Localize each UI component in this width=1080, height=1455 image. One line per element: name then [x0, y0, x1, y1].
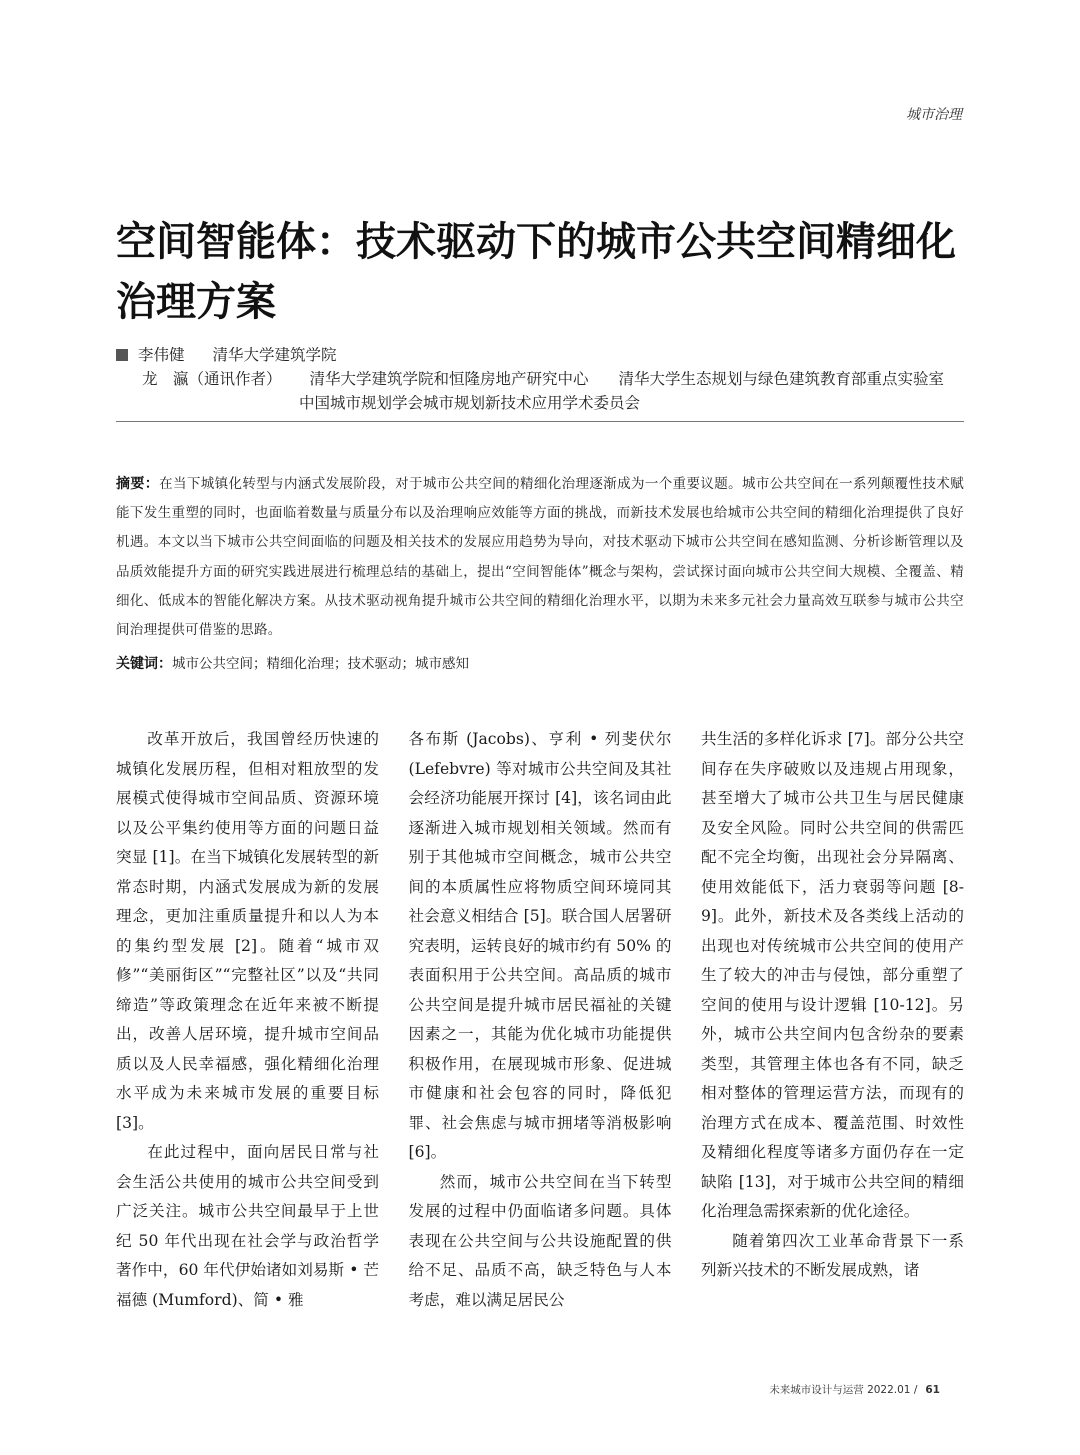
article-title: 空间智能体：技术驱动下的城市公共空间精细化治理方案	[116, 219, 956, 325]
abstract	[116, 470, 964, 645]
body-column-2	[409, 725, 672, 1315]
paragraph: 然而，城市公共空间在当下转型发展的过程中仍面临诸多问题。具体表现在公共空间与公共设施配置的供给不足、品质不高，缺乏特色与人本考虑，难以满足居民公	[408, 1172, 672, 1309]
keywords-text: 城市公共空间；精细化治理；技术驱动；城市感知	[172, 656, 469, 672]
body-column-1	[116, 725, 379, 1315]
author-2-affiliation-2: 清华大学生态规划与绿色建筑教育部重点实验室	[618, 370, 945, 388]
author-row-2	[116, 367, 976, 391]
paragraph: 在此过程中，面向居民日常与社会生活公共使用的城市公共空间受到广泛关注。城市公共空间最早于上世纪 50 年代出现在社会学与政治哲学著作中，60 年代伊始诸如刘易斯 • 芒福德 (Mumford)、简 • 雅	[116, 1143, 379, 1309]
author-block	[116, 343, 976, 415]
author-row-3	[116, 391, 976, 415]
author-row-1	[116, 343, 976, 367]
abstract-text: 在当下城镇化转型与内涵式发展阶段，对于城市公共空间的精细化治理逐渐成为一个重要议题。城市公共空间在一系列颠覆性技术赋能下发生重塑的同时，也面临着数量与质量分布以及治理响应效能等方面的挑战，而新技术发展也给城市公共空间的精细化治理提供了良好机遇。本文以当下城市公共空间面临的问题及相关技术的发展应用趋势为导向，对技术驱动下城市公共空间在感知监测、分析诊断管理以及品质效能提升方面的研究实践进展进行梳理总结的基础上，提出“空间智能体”概念与架构，尝试探讨面向城市公共空间大规模、全覆盖、精细化、低成本的智能化解决方案。从技术驱动视角提升城市公共空间的精细化治理水平，以期为未来多元社会力量高效互联参与城市公共空间治理提供可借鉴的思路。	[116, 476, 964, 639]
abstract-label: 摘要：	[116, 476, 160, 492]
body-column-3	[701, 725, 964, 1315]
body-columns	[116, 725, 964, 1315]
author-1-affiliation: 清华大学建筑学院	[212, 346, 337, 364]
keywords	[116, 652, 964, 676]
author-2-affiliation-3: 中国城市规划学会城市规划新技术应用学术委员会	[299, 394, 641, 412]
paragraph: 改革开放后，我国曾经历快速的城镇化发展历程，但相对粗放型的发展模式使得城市空间品质、资源环境以及公平集约使用等方面的问题日益突显 [1]。在当下城镇化发展转型的新常态时期，内涵式发展成为新的发展理念，更加注重质量提升和以人为本的集约型发展 [2]。随着“城市双修”“美丽街区”“完整社区”以及“共同缔造”等政策理念在近年来被不断提出，改善人居环境，提升城市空间品质以及人民幸福感，强化精细化治理水平成为未来城市发展的重要目标 [3]。	[116, 730, 379, 1132]
author-1-name: 李伟健	[138, 346, 185, 364]
keywords-label: 关键词：	[116, 656, 172, 672]
section-label: 城市治理	[906, 107, 962, 123]
author-2-name: 龙 瀛（通讯作者）	[142, 370, 282, 388]
paragraph: 共生活的多样化诉求 [7]。部分公共空间存在失序破败以及违规占用现象，甚至增大了城市公共卫生与居民健康及安全风险。同时公共空间的供需匹配不完全均衡，出现社会分异隔离、使用效能低下，活力衰弱等问题 [8-9]。此外，新技术及各类线上活动的出现也对传统城市公共空间的使用产生了较大的冲击与侵蚀，部分重塑了空间的使用与设计逻辑 [10-12]。另外，城市公共空间内包含纷杂的要素类型，其管理主体也各有不同，缺乏相对整体的管理运营方法，而现有的治理方式在成本、覆盖范围、时效性及精细化程度等诸多方面仍存在一定缺陷 [13]，对于城市公共空间的精细化治理急需探索新的优化途径。	[701, 730, 964, 1220]
paragraph: 各布斯 (Jacobs)、亨利 • 列斐伏尔 (Lefebvre) 等对城市公共空间及其社会经济功能展开探讨 [4]，该名词由此逐渐进入城市规划相关领域。然而有别于其他城市空间概念，城市公共空间的本质属性应将物质空间环境同其社会意义相结合 [5]。联合国人居署研究表明，运转良好的城市约有 50% 的表面积用于公共空间。高品质的城市公共空间是提升城市居民福祉的关键因素之一，其能为优化城市功能提供积极作用，在展现城市形象、促进城市健康和社会包容的同时，降低犯罪、社会焦虑与城市拥堵等消极影响 [6]。	[408, 730, 672, 1161]
square-bullet-icon	[116, 349, 128, 361]
page-number: 61	[925, 1384, 940, 1396]
author-2-affiliation-1: 清华大学建筑学院和恒隆房地产研究中心	[309, 370, 589, 388]
journal-name: 未来城市设计与运营 2022.01 /	[769, 1384, 918, 1396]
paragraph: 随着第四次工业革命背景下一系列新兴技术的不断发展成熟，诸	[701, 1231, 964, 1279]
header-divider	[116, 421, 964, 422]
page-footer	[769, 1382, 940, 1397]
